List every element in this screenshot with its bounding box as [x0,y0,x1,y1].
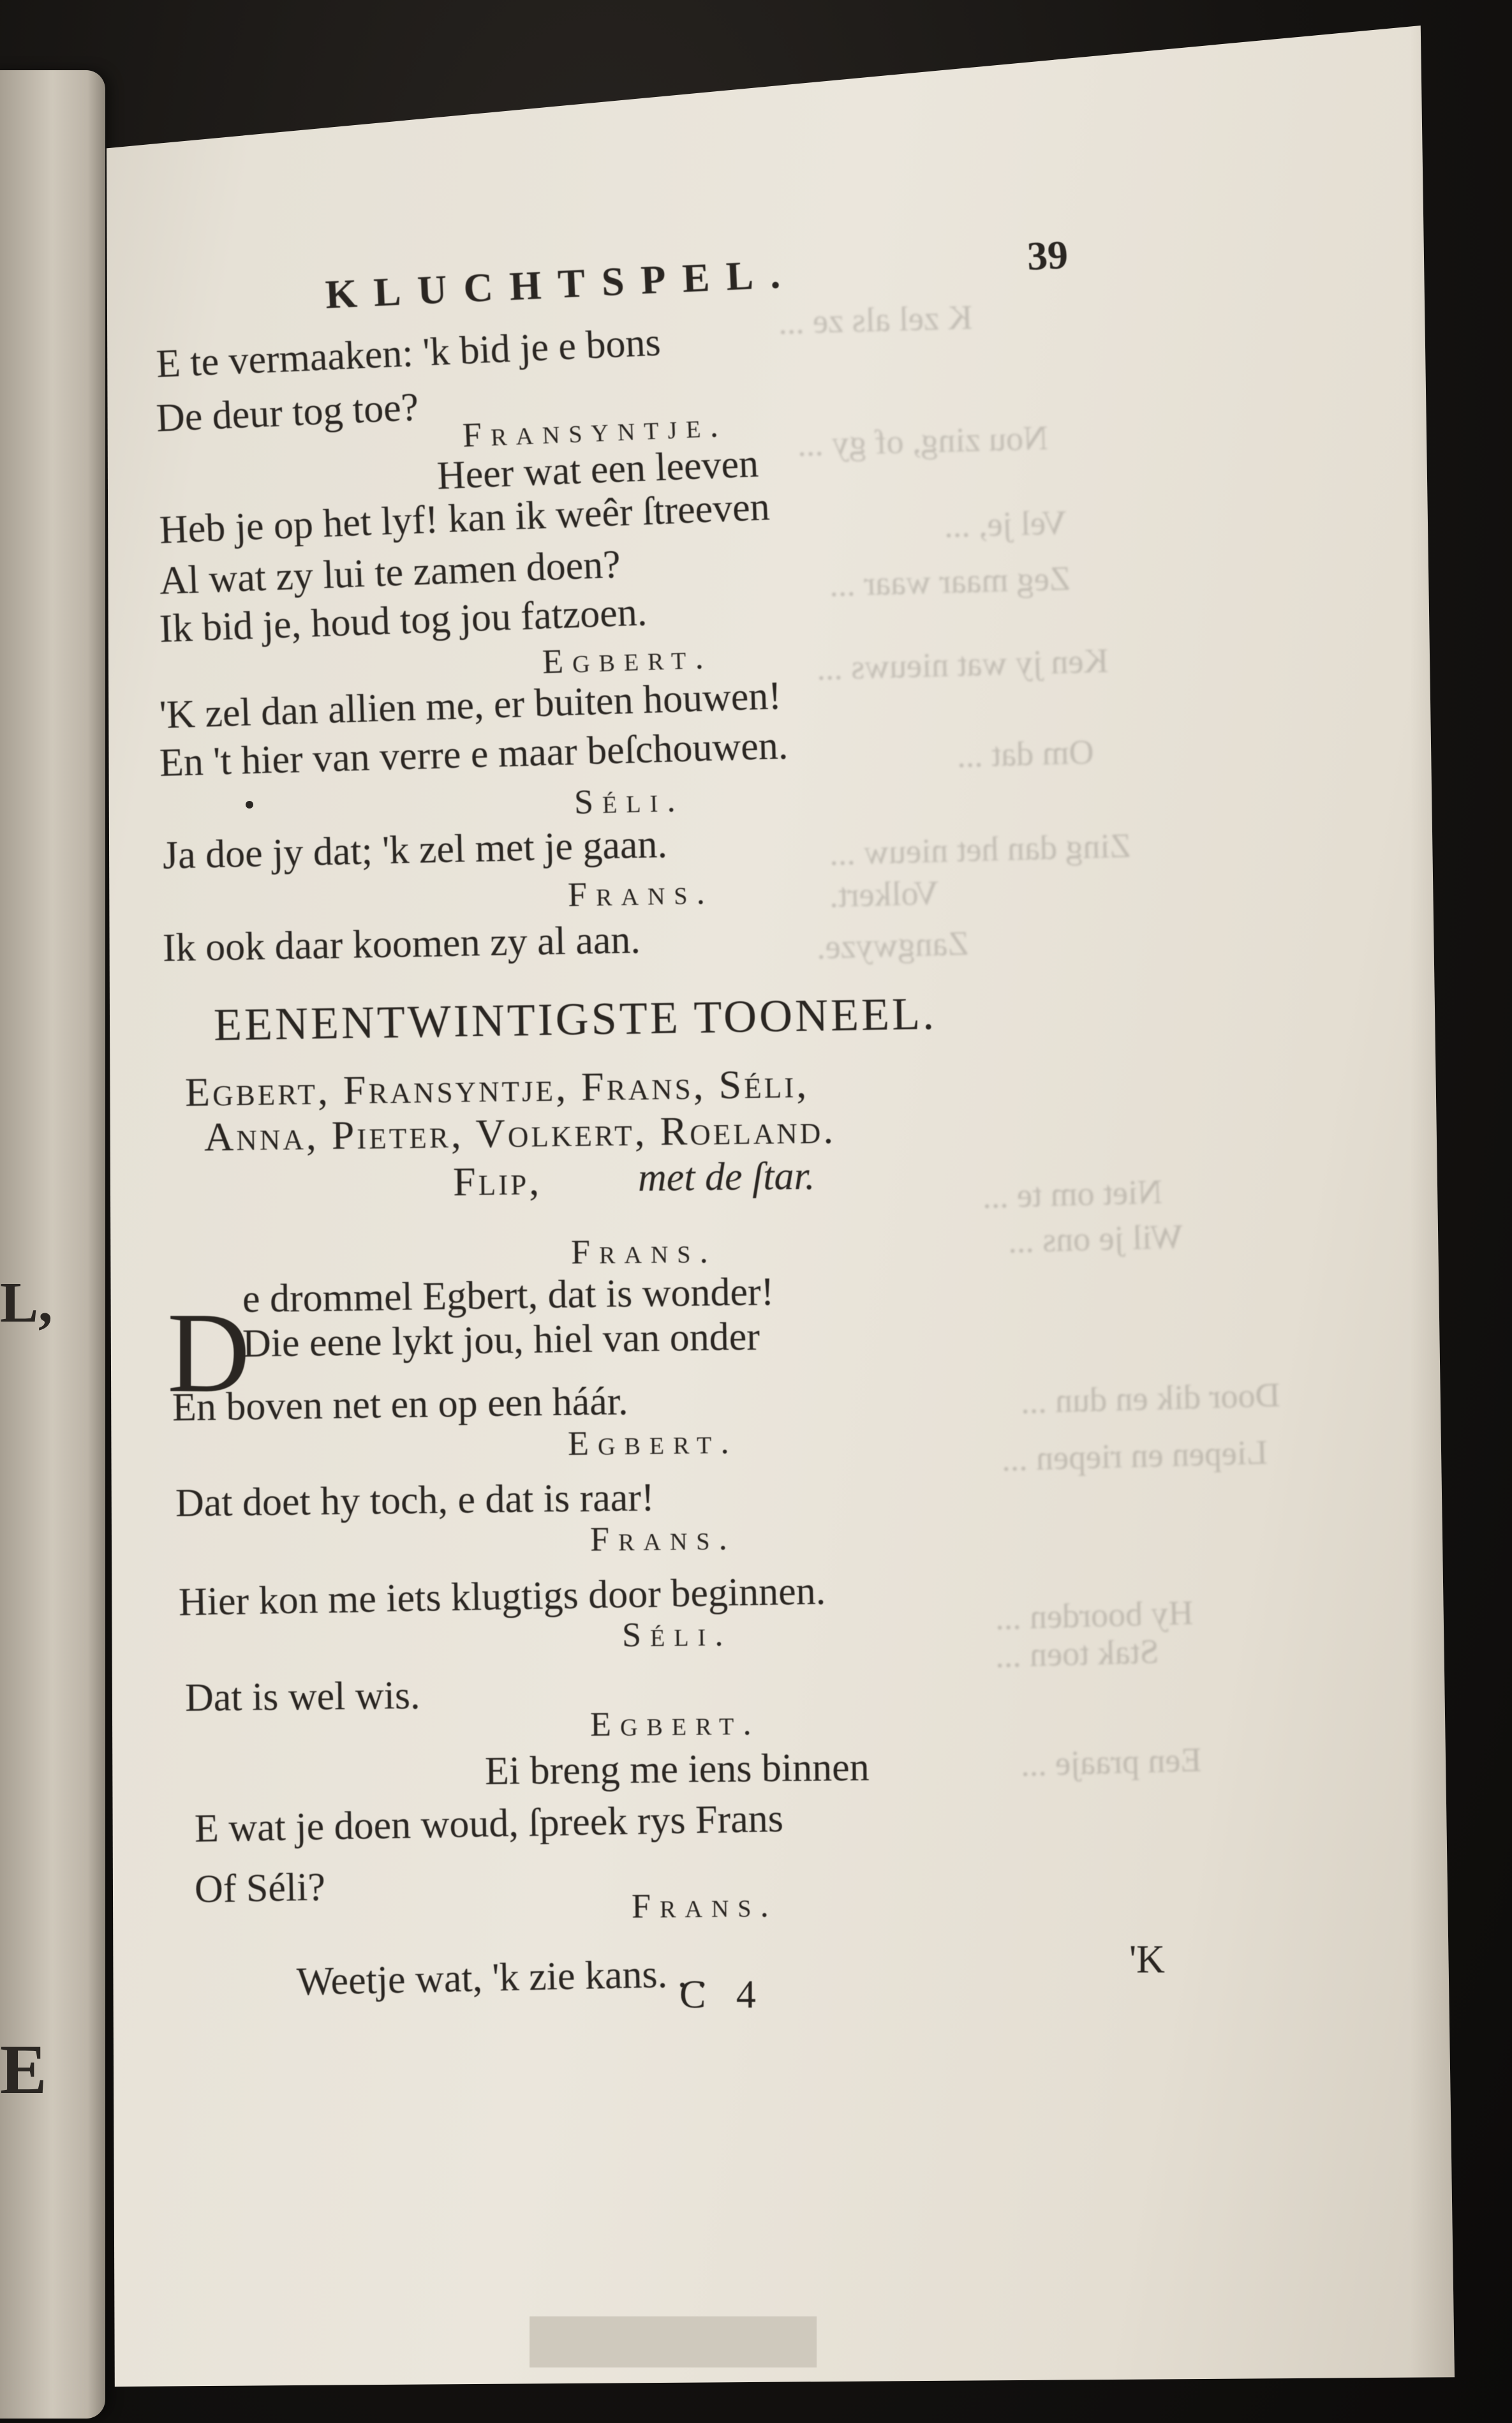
verse-line: E wat je doen woud, ſpreek rys Frans [194,1796,784,1851]
verse-line: Heb je op het lyf! kan ik weêr ſtreeven [158,485,771,552]
drop-cap: D [167,1289,250,1416]
show-through-line: Ken jy wat nieuws ... [816,641,1109,687]
cast-list: Flip, [452,1158,542,1204]
speaker-name: Frans. [567,872,715,914]
verse-line: Al wat zy lui te zamen doen? [158,542,621,603]
show-through-line: Een praaje ... [1020,1740,1203,1784]
verse-line: Hier kon me iets klugtigs door beginnen. [178,1569,826,1624]
page-number: 39 [1026,232,1069,279]
show-through-line: Nou zing, of gy ... [797,418,1049,464]
left-page-glyph: L, [0,1271,53,1334]
scene-heading: EENENTWINTIGSTE TOONEEL. [213,988,937,1050]
verse-line: Dat doet hy toch, e dat is raar! [175,1475,655,1525]
show-through-line: Stak toen ... [995,1632,1160,1675]
show-through-line: Vel je, ... [944,503,1067,545]
cast-list: Egbert, Fransyntje, Frans, Séli, [184,1061,810,1115]
verse-line: Ik bid je, houd tog jou fatzoen. [158,590,648,651]
verse-line: Die eene lykt jou, hiel van onder [242,1315,760,1366]
show-through-line: K zel als ze ... [778,298,974,341]
show-through-line: Hy boorden ... [995,1593,1194,1637]
signature-mark: C 4 [679,1973,766,2017]
verse-line: En 't hier van verre e maar beſchouwen. [159,724,789,785]
show-through-line: Zing dan het nieuw ... [829,826,1132,873]
verse-line: Dat is wel wis. [184,1674,420,1720]
cast-list: Anna, Pieter, Volkert, Roeland. [204,1106,836,1159]
speaker-name: Egbert. [589,1703,761,1743]
show-through-line: Om dat ... [956,733,1095,775]
speaker-name: Fransyntje. [461,405,728,454]
catchword: 'K [1129,1938,1165,1981]
verse-line: Ja doe jy dat; 'k zel met je gaan. [162,823,668,877]
show-through-line: Zeg maar waar ... [829,559,1071,604]
verse-line: Ei breng me iens binnen [484,1745,870,1793]
show-through-line: Volkert. [829,873,940,915]
stage-direction: met de ſtar. [637,1154,815,1200]
show-through-line: Zangwyze. [816,923,970,967]
speaker-name: Frans. [589,1518,737,1558]
verse-line: e drommel Egbert, dat is wonder! [242,1270,775,1321]
running-head: KLUCHTSPEL. [324,250,798,317]
verse-line: De deur tog toe? [155,385,420,440]
speaker-name: Séli. [574,780,685,821]
show-through-line: Wil je ons ... [1007,1217,1183,1260]
verse-line: Heer wat een leeven [436,442,760,498]
speaker-name: Frans. [570,1232,718,1271]
speaker-name: Frans. [631,1886,778,1925]
speaker-name: Egbert. [567,1422,739,1463]
ink-dot [246,801,253,809]
show-through-line: Door dik en dun ... [1020,1375,1281,1421]
speaker-name: Egbert. [542,637,713,681]
verse-line: Weetje wat, 'k zie kans. . . [296,1951,708,2004]
verse-line: E te vermaaken: 'k bid je e bons [155,320,662,386]
show-through-line: Liepen en riepen ... [1001,1433,1268,1479]
show-through-line: Niet om te ... [982,1172,1163,1216]
verse-line: Ik ook daar koomen zy al aan. [162,918,641,970]
speaker-name: Séli. [621,1614,732,1654]
verse-line: 'K zel dan allien me, er buiten houwen! [158,674,782,737]
left-page-glyph: E [0,2031,47,2108]
verse-line: En boven net en op een háár. [172,1380,628,1429]
verse-line: Of Séli? [194,1865,326,1911]
